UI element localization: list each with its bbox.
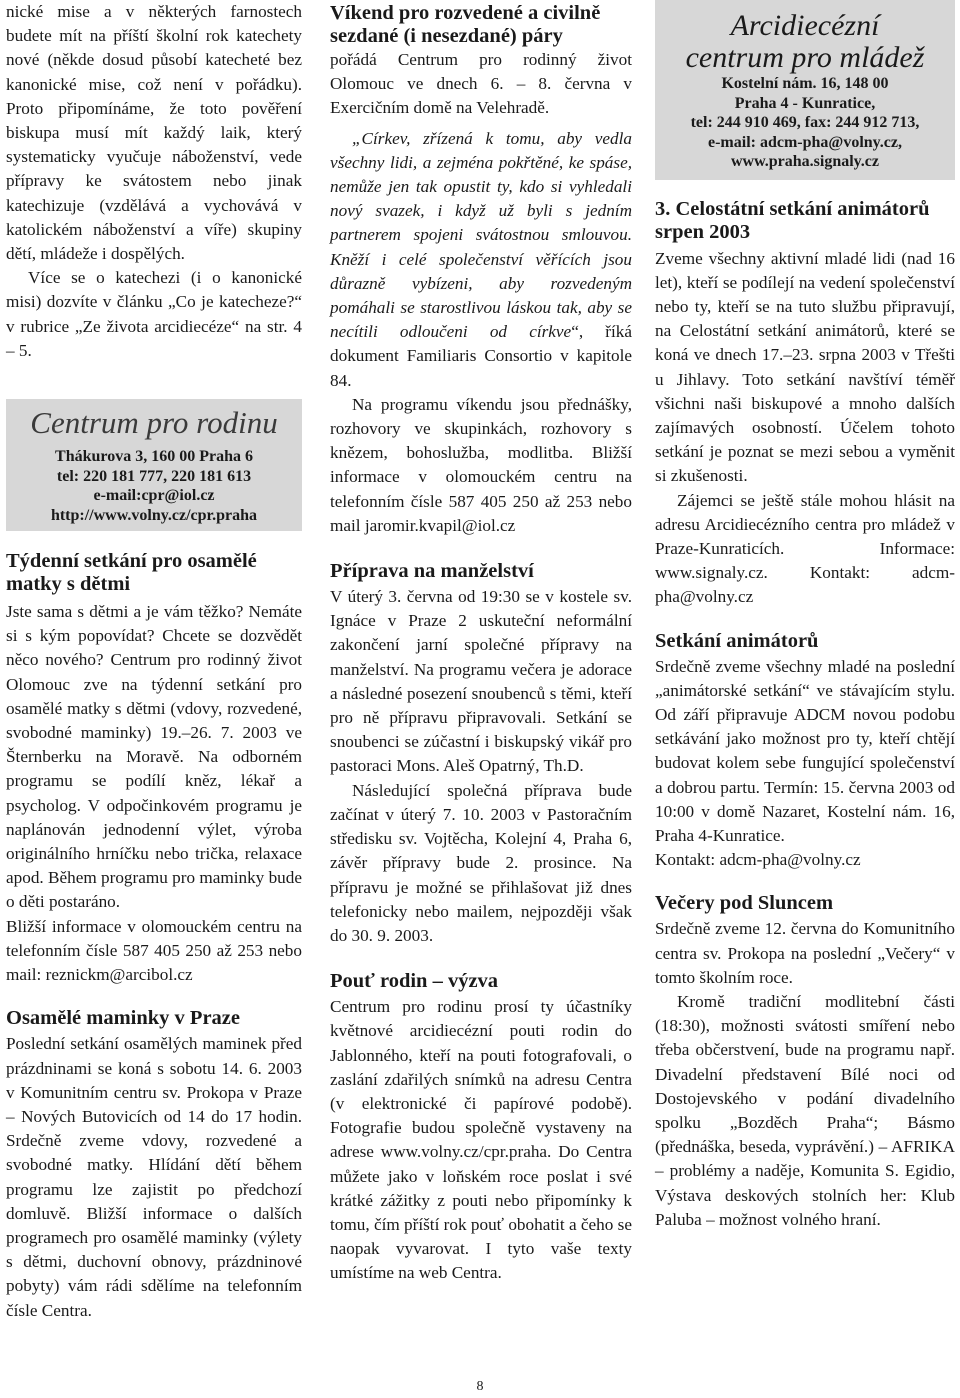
centrum-pro-rodinu-box xyxy=(6,399,302,531)
box-phone: tel: 220 181 777, 220 181 613 xyxy=(56,467,252,485)
column-right xyxy=(655,0,955,1232)
paragraph-osamele-maminky: Poslední setkání osamělých maminek před prázdninami se koná s sobotu 14. 6. 2003 v Komunitním centru sv. Prokopa v Praze – Nových Butovicích od 14 do 17 hodin. Srdečně zveme vdovy, rozvedené a svobodné matky. Hlídání dětí během programu lze zajistit po předchozí domluvě. Bližší informace o dalších programech pro osamělé maminky (výlety s dětmi, duchovní obnovy, prázdninové pobyty) vám rádi sdělíme na telefonním čísle Centra. xyxy=(6,1034,302,1320)
heading-osamele-maminky: Osamělé maminky v Praze xyxy=(6,1007,240,1030)
intro-paragraph: nické mise a v některých farnostech budete mít na příští školní rok katechety nové (někde dosud působí katecheté bez kanonické mise, což není v pořádku). Proto připomínáme, že toto pověření biskupa musí mít každý laik, který systematicky vyučuje náboženství, vede přípravy ke svátostem nebo jinak katechizuje (vzdělává a vychovává v katolickém náboženství a víře) skupiny dětí, mládeže i dospělých. xyxy=(6,2,302,264)
paragraph-priprava: V úterý 3. června od 19:30 se v kostele sv. Ignáce v Praze 2 uskuteční neformální zakončení jarní společné přípravy na manželství. Na programu večera je adorace a následné posezení snoubenců s těmi, kteří pro ně přípravu připravovali. Setkání se snoubenci se zúčastní i biskupský vikář pro pastoraci Mons. Aleš Opatrný, Th.D. xyxy=(330,587,632,776)
paragraph-setkani-animatoru: Srdečně zveme všechny mladé na poslední „animátorské setkání“ ve stávajícím stylu. Od září připravuje ADCM novou podobu setkávání jako možnost pro ty, kteří chtějí budovat kolem sebe fungující společenství a dobrou partu. Termín: 15. června 2003 od 10:00 v domě Nazaret, Kostelní nám. 16, Praha 4-Kunratice. xyxy=(655,656,955,845)
box-email: e-mail:cpr@iol.cz xyxy=(93,487,215,505)
box-web: www.praha.signaly.cz xyxy=(730,153,879,170)
paragraph-tydenni-setkani: Jste sama s dětmi a je vám těžko? Nemáte si s kým popovídat? Chcete se dozvědět něco nového? Centrum pro rodinný život Olomouc zve na týdenní setkání pro osamělé matky s dětmi (vdovy, rozvedené, svobodné maminky) 19.–26. 7. 2003 ve Šternberku na Moravě. Na odborném programu se podílí kněz, lékař a psycholog. V odpočinkovém programu je naplánován jednodenní výlet, výroba originálního hrníčku nebo trička, relaxace apod. Během programu pro maminky bude o děti postaráno. xyxy=(6,602,302,912)
paragraph-program: Na programu víkendu jsou přednášky, rozhovory ve skupinkách, rozhovory s knězem, bohoslužba, modlitba. Bližší informace v olomouckém centru na telefonním čísle 587 405 250 až 253 nebo mail jaromir.kvapil@iol.cz xyxy=(330,394,632,535)
intro-paragraph-more: Více se o katechezi (i o kanonické misi) dozvíte v článku „Co je katecheze?“ v rubrice „Ze života arcidiecéze“ na str. 4 – 5. xyxy=(6,268,302,360)
paragraph-quote xyxy=(330,127,632,393)
paragraph-blizsi-informace: Bližší informace v olomouckém centru na telefonním čísle 587 405 250 až 253 nebo mail: reznickm@arcibol.cz xyxy=(6,916,302,985)
paragraph-pout-rodin: Centrum pro rodinu prosí ty účastníky květnové arcidiecézní pouti rodin do Jablonného, kteří na pouti fotografovali, o zaslání zdařilých snímků na adresu Centra (v elektronické či papírové podobě). Fotografie budou společně vystaveny na adrese www.volny.cz/cpr.praha. Do Centra můžete jako v loňském roce poslat i své krátké zážitky z pouti nebo připomínky k tomu, čím příští rok pouť obohatit a čeho se naopak vyvarovat. I tyto vaše texty umístíme na web Centra. xyxy=(330,997,632,1283)
page-number: 8 xyxy=(476,1379,484,1394)
box-title-line2: centrum pro mládež xyxy=(685,41,925,74)
heading-vecery-pod-sluncem: Večery pod Sluncem xyxy=(655,892,834,915)
paragraph-zajemci: Zájemci se ještě stále mohou hlásit na adresu Arcidiecézního centra pro mládež v Praze-Kunraticích. Informace: www.signaly.cz. Kontakt: adcm-pha@volny.cz xyxy=(655,490,955,607)
heading-tydenni-setkani: Týdenní setkání pro osamělé matky s dětmi xyxy=(6,550,257,596)
box-email: e-mail: adcm-pha@volny.cz, xyxy=(708,133,902,151)
arcidiecezni-centrum-box xyxy=(655,0,955,180)
column-left xyxy=(6,0,302,1323)
quote-text: „Církev, zřízená k tomu, aby vedla všechny lidi, a zejména pokřtěné, ke spáse, nemůže jen tak opustit ty, kdo si vyhledali nový svazek, i když už byli s jedním partnerem spojeni svátostnou smlouvou. Kněží i celé společenství věřících jsou důrazně vybízeni, aby rozvedeným pomáhali se starostlivou láskou tak, aby se necítili odloučeni od církve xyxy=(330,128,632,342)
box-address: Thákurova 3, 160 00 Praha 6 xyxy=(55,448,253,466)
heading-vikend: Víkend pro rozvedené a civilně sezdané (i nesezdané) páry xyxy=(330,2,601,47)
paragraph-vikend: pořádá Centrum pro rodinný život Olomouc ve dnech 6. – 8. června v Exercičním domě na Velehradě. xyxy=(330,50,632,118)
paragraph-vecery: Srdečně zveme 12. června do Komunitního centra sv. Prokopa na poslední „Večery“ v tomto školním roce. xyxy=(655,919,955,987)
paragraph-nasledujici: Následující společná příprava bude začínat v úterý 7. 10. 2003 v Pastoračním středisku sv. Vojtěcha, Kolejní 4, Praha 6, závěr přípravy bude 2. prosince. Na přípravu je možné se přihlašovat již dnes telefonicky nebo mailem, nejpozději však do 30. 9. 2003. xyxy=(330,780,632,945)
box-web: http://www.volny.cz/cpr.praha xyxy=(50,506,258,524)
heading-setkani-animatoru: Setkání animátorů xyxy=(655,629,819,652)
paragraph-celostatni-setkani: Zveme všechny aktivní mladé lidi (nad 16 let), kteří se podílejí na vedení společenství nebo ty, kteří se na tuto službu připravují, na Celostátní setkání animátorů, které se koná ve dnech 17.–23. srpna 2003 v Třešti u Jihlavy. Toto setkání navštíví téměř všichni naši biskupové a mnoho dalších zajímavých osobností. Účelem tohoto setkání je poznat se mezi sebou a vyměnit si zkušenosti. xyxy=(655,248,955,486)
box-title: Centrum pro rodinu xyxy=(30,405,278,441)
paragraph-krome: Kromě tradiční modlitební části (18:30), možnosti svátosti smíření nebo třeba občerstvení, bude na programu např. Divadelní představení Bílé noci od Dostojevského v podání divadelního spolku „Bozděch Praha“; Básmo (přednáška, beseda, vyprávění.) – AFRIKA – problémy a naděje, Komunita S. Egidio, Výstava deskových stolních her: Klub Paluba – možnost volného hraní. xyxy=(655,991,955,1229)
box-title-line1: Arcidiecézní xyxy=(730,9,880,42)
quote-source: “, říká dokument Familiaris Consortio v kapitole 84. xyxy=(330,322,633,390)
heading-pout-rodin: Pouť rodin – výzva xyxy=(330,970,499,993)
box-phone: tel: 244 910 469, fax: 244 912 713, xyxy=(690,114,920,131)
column-middle xyxy=(330,0,632,1286)
heading-celostatni-setkani: 3. Celostátní setkání animátorů srpen 2003 xyxy=(655,197,930,243)
heading-priprava: Příprava na manželství xyxy=(330,560,534,583)
box-address-1: Kostelní nám. 16, 148 00 xyxy=(721,75,889,92)
paragraph-kontakt: Kontakt: adcm-pha@volny.cz xyxy=(655,850,861,870)
box-address-2: Praha 4 - Kunratice, xyxy=(734,94,876,112)
